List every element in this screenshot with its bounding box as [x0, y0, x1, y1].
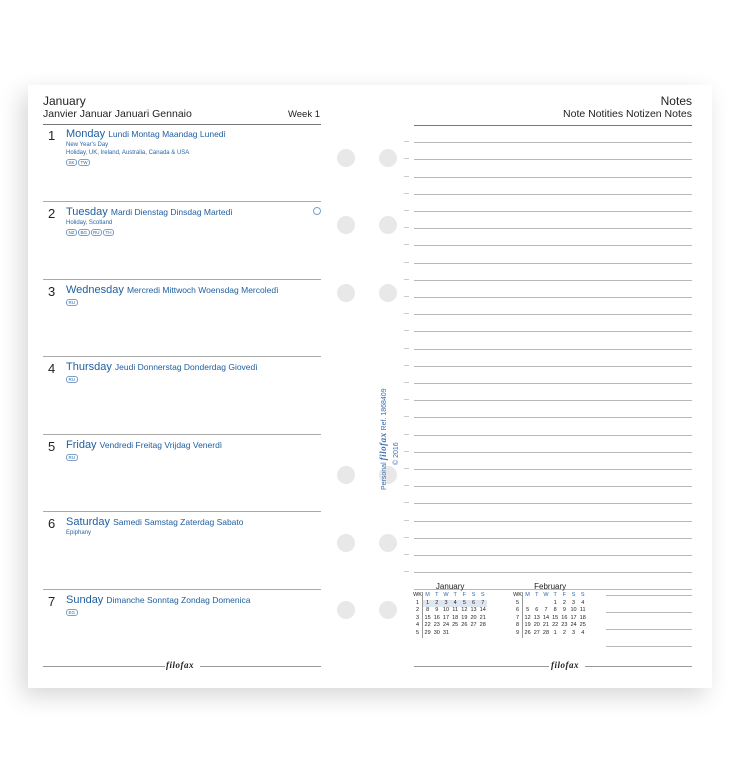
note-line-short[interactable]: [606, 612, 692, 613]
binder-hole: [379, 216, 397, 234]
calendar-day[interactable]: 21: [479, 614, 486, 621]
calendar-day[interactable]: 27: [533, 629, 540, 636]
country-badge: RU: [66, 376, 78, 383]
notes-footer-rule-right: [585, 666, 692, 667]
calendar-day: [460, 630, 469, 638]
note-line[interactable]: [414, 435, 692, 436]
notes-title: Notes: [660, 94, 692, 108]
note-line[interactable]: [414, 349, 692, 350]
note-line[interactable]: [414, 572, 692, 573]
note-line[interactable]: [414, 245, 692, 246]
day-entry[interactable]: [43, 284, 321, 354]
margin-tick: [404, 262, 409, 263]
week-label: Week 1: [287, 109, 320, 120]
margin-tick: [404, 554, 409, 555]
calendar-day[interactable]: 12: [524, 614, 531, 621]
weekday-header: F: [462, 592, 467, 598]
country-badges: [66, 609, 78, 616]
note-line-short[interactable]: [606, 595, 692, 596]
calendar-day[interactable]: 29: [424, 629, 431, 636]
weekday-header: W: [543, 592, 549, 598]
calendar-day[interactable]: 2: [562, 629, 566, 636]
margin-tick: [404, 158, 409, 159]
margin-tick: [404, 537, 409, 538]
country-badge: NZ: [66, 229, 77, 236]
weekday-header: M: [425, 592, 430, 598]
note-line[interactable]: [414, 503, 692, 504]
note-line[interactable]: [414, 555, 692, 556]
week-number: 8: [513, 622, 523, 630]
day-number: 1: [48, 128, 56, 143]
day-number: 3: [48, 284, 56, 299]
country-badge: TH: [103, 229, 114, 236]
margin-tick: [404, 193, 409, 194]
week-number: 4: [413, 622, 423, 630]
margin-tick: [404, 313, 409, 314]
calendar-week-row: [413, 600, 487, 608]
calendar-day[interactable]: 4: [581, 599, 585, 606]
binder-hole: [337, 601, 355, 619]
margin-tick: [404, 141, 409, 142]
note-line[interactable]: [414, 297, 692, 298]
note-line[interactable]: [414, 538, 692, 539]
calendar-day[interactable]: 9: [562, 607, 566, 614]
calendar-day[interactable]: 27: [470, 622, 477, 629]
calendar-day[interactable]: 22: [552, 622, 559, 629]
weekday-header: S: [580, 592, 585, 598]
weekday-header: T: [535, 592, 539, 598]
day-number: 5: [48, 439, 56, 454]
day-name: [66, 284, 278, 296]
calendar-month-title: January: [435, 582, 465, 591]
calendar-day[interactable]: 18: [579, 614, 586, 621]
mini-calendar-february: [513, 582, 587, 638]
margin-tick: [404, 468, 409, 469]
day-divider: [43, 434, 321, 435]
day-name-translations: Lundi Montag Maandag Lunedì: [108, 129, 226, 139]
day-entry[interactable]: [43, 128, 321, 198]
note-line[interactable]: [414, 486, 692, 487]
note-line[interactable]: [414, 142, 692, 143]
day-note: Holiday, Scotland: [66, 220, 113, 226]
filofax-logo: filofax: [166, 660, 194, 670]
calendar-week-row: [413, 622, 487, 630]
note-line[interactable]: [414, 366, 692, 367]
margin-tick: [404, 382, 409, 383]
country-badges: [66, 376, 78, 383]
note-line[interactable]: [414, 383, 692, 384]
margin-tick: [404, 434, 409, 435]
month-title: January: [43, 94, 86, 108]
calendar-grid: [413, 592, 487, 638]
day-divider: [43, 201, 321, 202]
day-entry[interactable]: [43, 594, 321, 664]
calendar-day[interactable]: 24: [442, 622, 450, 629]
weekday-header: S: [571, 592, 576, 598]
day-number: 6: [48, 516, 56, 531]
note-line[interactable]: [414, 159, 692, 160]
day-divider: [43, 356, 321, 357]
calendar-day[interactable]: 19: [524, 622, 531, 629]
spine-personal: Personal: [381, 462, 388, 490]
calendar-day[interactable]: 17: [570, 614, 577, 621]
weekday-header: WK: [413, 592, 422, 598]
note-line[interactable]: [414, 263, 692, 264]
day-divider: [43, 279, 321, 280]
calendar-day[interactable]: 15: [552, 614, 559, 621]
calendar-day[interactable]: 18: [452, 614, 459, 621]
margin-tick: [404, 520, 409, 521]
calendar-day[interactable]: 31: [442, 629, 450, 636]
binder-hole: [337, 149, 355, 167]
margin-tick: [404, 330, 409, 331]
calendar-day[interactable]: 25: [579, 622, 586, 629]
notes-footer-rule-left: [414, 666, 549, 667]
day-name-english: Sunday: [66, 594, 104, 606]
footer-rule-left: [43, 666, 165, 667]
calendar-day[interactable]: 3: [441, 600, 450, 608]
margin-tick: [404, 416, 409, 417]
calendar-week-row: [413, 615, 487, 623]
day-name-english: Thursday: [66, 361, 112, 373]
note-line[interactable]: [414, 400, 692, 401]
calendar-day[interactable]: 13: [533, 614, 540, 621]
note-line[interactable]: [414, 228, 692, 229]
calendar-day[interactable]: 5: [526, 607, 530, 614]
binder-hole: [379, 601, 397, 619]
calendar-day[interactable]: 21: [542, 622, 550, 629]
calendar-day: [478, 630, 487, 638]
calendar-day[interactable]: 17: [442, 614, 450, 621]
calendar-day[interactable]: 1: [553, 629, 557, 636]
planner-spread: [28, 85, 712, 688]
country-badge: RU: [91, 229, 103, 236]
binder-hole: [337, 534, 355, 552]
mini-calendar-january: [413, 582, 487, 638]
day-name-english: Saturday: [66, 516, 111, 528]
calendar-day: [523, 600, 533, 608]
day-name: [66, 439, 222, 451]
calendar-day[interactable]: 24: [570, 622, 577, 629]
calendar-day[interactable]: 14: [542, 614, 550, 621]
calendar-day[interactable]: 23: [561, 622, 568, 629]
country-badge: TW: [78, 159, 90, 166]
day-name-translations: Jeudi Donnerstag Donderdag Giovedì: [114, 362, 258, 372]
day-divider: [43, 589, 321, 590]
note-line-short[interactable]: [606, 646, 692, 647]
day-name-translations: Dimanche Sonntag Zondag Domenica: [106, 595, 251, 605]
calendar-day[interactable]: 7: [544, 607, 548, 614]
footer-rule-right: [200, 666, 321, 667]
weekday-header: W: [443, 592, 449, 598]
day-entry[interactable]: [43, 439, 321, 509]
calendar-day[interactable]: 6: [535, 607, 539, 614]
calendar-day[interactable]: 4: [581, 629, 585, 636]
country-badges: [66, 159, 90, 166]
calendar-day[interactable]: 2: [432, 600, 441, 608]
calendar-day[interactable]: 8: [553, 607, 557, 614]
margin-tick: [404, 485, 409, 486]
margin-tick: [404, 296, 409, 297]
calendar-day[interactable]: 28: [479, 622, 486, 629]
calendar-week-row: [413, 630, 487, 638]
note-line[interactable]: [414, 194, 692, 195]
calendar-day: [532, 600, 541, 608]
note-line[interactable]: [414, 280, 692, 281]
week-number: 5: [413, 630, 423, 638]
country-badge: EG: [66, 609, 78, 616]
day-name-english: Tuesday: [66, 206, 108, 218]
notes-translations: Note Notities Notizen Notes: [563, 108, 692, 120]
week-number: 7: [513, 615, 523, 623]
binder-hole: [379, 534, 397, 552]
calendar-day[interactable]: 14: [479, 607, 486, 614]
day-name: [66, 516, 244, 528]
binder-hole: [337, 284, 355, 302]
calendar-day[interactable]: 15: [424, 614, 431, 621]
new-moon-icon: [313, 207, 321, 215]
calendar-day[interactable]: 3: [572, 629, 576, 636]
calendar-week-row: [513, 615, 587, 623]
day-note: Holiday, UK, Ireland, Australia, Canada & USA: [66, 150, 190, 156]
note-line-short[interactable]: [606, 629, 692, 630]
calendar-day[interactable]: 30: [433, 629, 440, 636]
calendar-week-row: [513, 607, 587, 615]
spine-brand: filofax: [378, 432, 388, 461]
calendar-week-row: [413, 607, 487, 615]
note-line[interactable]: [414, 469, 692, 470]
calendar-grid: [513, 592, 587, 638]
day-name-translations: Vendredi Freitag Vrijdag Venerdì: [99, 440, 223, 450]
margin-tick: [404, 210, 409, 211]
margin-tick: [404, 176, 409, 177]
weekday-header: M: [525, 592, 530, 598]
week-number: 9: [513, 630, 523, 638]
margin-tick: [404, 244, 409, 245]
day-name: [66, 206, 233, 218]
spine-text: [378, 388, 388, 490]
binder-hole: [379, 149, 397, 167]
day-note: Epiphany: [66, 530, 92, 536]
margin-tick: [404, 399, 409, 400]
calendar-day[interactable]: 3: [572, 599, 576, 606]
month-translations: Janvier Januar Januari Gennaio: [43, 108, 192, 120]
day-entry[interactable]: [43, 516, 321, 586]
calendar-day[interactable]: 8: [426, 607, 430, 614]
day-number: 4: [48, 361, 56, 376]
calendar-day[interactable]: 11: [452, 607, 459, 614]
margin-tick: [404, 348, 409, 349]
calendar-month-title: February: [534, 582, 567, 591]
week-number: 5: [513, 600, 523, 608]
day-name-translations: Samedi Samstag Zaterdag Sabato: [113, 517, 244, 527]
weekday-header: WK: [513, 592, 522, 598]
country-badge: RU: [66, 454, 78, 461]
spine-copyright: © 2016: [393, 442, 400, 465]
weekday-header: T: [453, 592, 457, 598]
calendar-day[interactable]: 9: [435, 607, 439, 614]
calendar-day[interactable]: 26: [524, 629, 531, 636]
note-line[interactable]: [414, 125, 692, 126]
day-name-translations: Mercredi Mittwoch Woensdag Mercoledì: [126, 285, 279, 295]
calendar-week-row: [513, 630, 587, 638]
calendar-day[interactable]: 6: [469, 600, 478, 608]
margin-tick: [404, 365, 409, 366]
calendar-day[interactable]: 16: [433, 614, 440, 621]
day-name-english: Friday: [66, 439, 97, 451]
calendar-day[interactable]: 20: [533, 622, 540, 629]
day-number: 7: [48, 594, 56, 609]
day-entry[interactable]: [43, 206, 321, 276]
spine-ref: Ref. 1868409: [381, 388, 388, 431]
country-badge: BG: [78, 229, 90, 236]
note-line[interactable]: [414, 452, 692, 453]
calendar-day[interactable]: 1: [423, 600, 433, 608]
day-entry[interactable]: [43, 361, 321, 431]
calendar-day[interactable]: 28: [542, 629, 550, 636]
day-name-english: Wednesday: [66, 284, 124, 296]
weekday-header: S: [480, 592, 485, 598]
calendar-day[interactable]: 11: [579, 607, 586, 614]
weekday-header: S: [471, 592, 476, 598]
calendar-day[interactable]: 20: [470, 614, 477, 621]
calendar-day[interactable]: 7: [478, 600, 487, 608]
filofax-logo-right: filofax: [551, 660, 579, 670]
country-badges: [66, 454, 78, 461]
calendar-day[interactable]: 26: [461, 622, 468, 629]
calendar-day[interactable]: 4: [451, 600, 460, 608]
calendar-day[interactable]: 16: [561, 614, 568, 621]
calendar-day[interactable]: 10: [570, 607, 577, 614]
weekday-header: T: [553, 592, 557, 598]
calendar-day[interactable]: 2: [562, 599, 566, 606]
margin-tick: [404, 279, 409, 280]
day-name: [66, 128, 226, 140]
week-number: 1: [413, 600, 423, 608]
week-number: 6: [513, 607, 523, 615]
note-line[interactable]: [414, 331, 692, 332]
margin-tick: [404, 227, 409, 228]
week-number: 2: [413, 607, 423, 615]
note-line[interactable]: [414, 417, 692, 418]
calendar-day: [451, 630, 460, 638]
header-rule: [43, 124, 321, 125]
calendar-day[interactable]: 12: [461, 607, 468, 614]
weekday-header: F: [562, 592, 567, 598]
country-badge: SK: [66, 159, 77, 166]
day-note: New Year's Day: [66, 142, 109, 148]
day-name-english: Monday: [66, 128, 106, 140]
calendar-day[interactable]: 19: [461, 614, 468, 621]
calendar-day[interactable]: 22: [424, 622, 431, 629]
calendar-week-row: [513, 622, 587, 630]
calendar-day[interactable]: 1: [553, 599, 557, 606]
calendar-day[interactable]: 13: [470, 607, 477, 614]
margin-tick: [404, 571, 409, 572]
day-number: 2: [48, 206, 56, 221]
weekday-header: T: [435, 592, 439, 598]
note-line[interactable]: [414, 211, 692, 212]
binder-hole: [337, 216, 355, 234]
calendar-day: [469, 630, 478, 638]
country-badges: [66, 229, 114, 236]
calendar-day[interactable]: 10: [442, 607, 450, 614]
calendar-day[interactable]: 25: [452, 622, 459, 629]
note-line[interactable]: [414, 314, 692, 315]
day-name: [66, 361, 258, 373]
week-number: 3: [413, 615, 423, 623]
day-name-translations: Mardi Dienstag Dinsdag Martedì: [110, 207, 233, 217]
day-name: [66, 594, 251, 606]
binder-hole: [337, 466, 355, 484]
calendar-day[interactable]: 23: [433, 622, 440, 629]
calendar-day: [541, 600, 550, 608]
binder-hole: [379, 284, 397, 302]
calendar-week-row: [513, 600, 587, 608]
country-badge: RU: [66, 299, 78, 306]
calendar-day[interactable]: 5: [460, 600, 469, 608]
day-divider: [43, 511, 321, 512]
note-line[interactable]: [414, 177, 692, 178]
margin-tick: [404, 451, 409, 452]
note-line[interactable]: [414, 521, 692, 522]
country-badges: [66, 299, 78, 306]
margin-tick: [404, 502, 409, 503]
